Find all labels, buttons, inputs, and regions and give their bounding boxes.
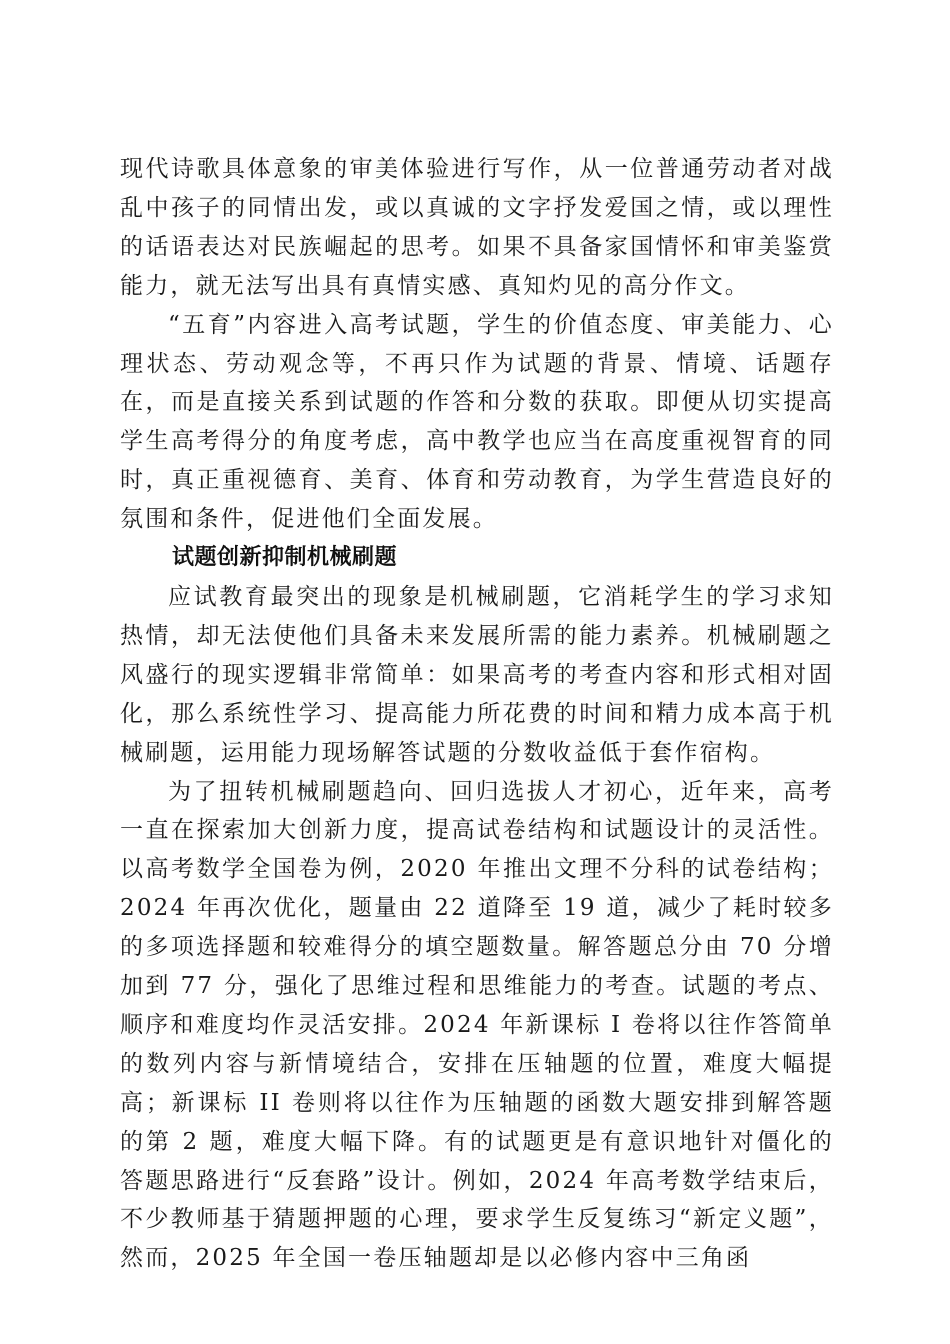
paragraph-mechanical-drilling: 应试教育最突出的现象是机械刷题，它消耗学生的学习求知热情，却无法使他们具备未来发展所需的能力素养。机械刷题之风盛行的现实逻辑非常简单：如果高考的考查内容和形式相对固化，那么系统性学习、提高能力所花费的时间和精力成本高于机械刷题，运用能力现场解答试题的分数收益低于套作宿构。 bbox=[120, 583, 834, 766]
paragraph-five-education: “五育”内容进入高考试题，学生的价值态度、审美能力、心理状态、劳动观念等，不再只作为试题的背景、情境、话题存在，而是直接关系到试题的作答和分数的获取。即便从切实提高学生高考得分的角度考虑，高中教学也应当在高度重视智育的同时，真正重视德育、美育、体育和劳动教育，为学生营造良好的氛围和条件，促进他们全面发展。 bbox=[120, 311, 834, 533]
section-heading: 试题创新抑制机械刷题 bbox=[172, 545, 398, 571]
paragraph-exam-innovation: 为了扭转机械刷题趋向、回归选拔人才初心，近年来，高考一直在探索加大创新力度，提高试卷结构和试题设计的灵活性。以高考数学全国卷为例，2020 年推出文理不分科的试卷结构；2024 年再次优化，题量由 22 道降至 19 道，减少了耗时较多的多项选择题和较难得分的填空题数量。解答题总分由 70 分增加到 77 分，强化了思维过程和思维能力的考查。试题的考点、顺序和难度均作灵活安排。2024 年新课标 I 卷将以往作答简单的数列内容与新情境结合，安排在压轴题的位置，难度大幅提高；新课标 II 卷则将以往作为压轴题的函数大题安排到解答题的第 2 题，难度大幅下降。有的试题更是有意识地针对僵化的答题思路进行“反套路”设计。例如，2024 年高考数学结束后，不少教师基于猜题押题的心理，要求学生反复练习“新定义题”，然而，2025 年全国一卷压轴题却是以必修内容中三角函 bbox=[120, 778, 834, 1272]
article-body bbox=[120, 150, 834, 1278]
paragraph-continued: 现代诗歌具体意象的审美体验进行写作，从一位普通劳动者对战乱中孩子的同情出发，或以真诚的文字抒发爱国之情，或以理性的话语表达对民族崛起的思考。如果不具备家国情怀和审美鉴赏能力，就无法写出具有真情实感、真知灼见的高分作文。 bbox=[120, 156, 834, 299]
